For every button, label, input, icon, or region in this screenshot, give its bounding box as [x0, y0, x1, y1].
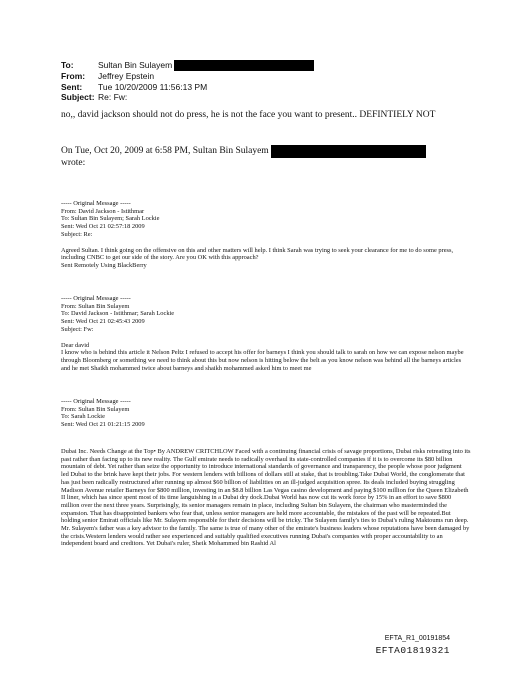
- original-message-1: [61, 200, 471, 270]
- email-header: [61, 60, 314, 103]
- message-subject: Subject: Fw:: [61, 325, 94, 333]
- message-sent: Sent: Wed Oct 21 01:21:15 2009: [61, 421, 145, 429]
- message-body: Agreed Sultan. I think going on the offensive on this and other matters will help. I think Sarah was trying to seek your clearance for me to do some press, including CNBC to get our side of the story. Are you OK with this approach?: [61, 246, 454, 262]
- from-row: [61, 71, 314, 82]
- bates-number-1: EFTA_R1_00191854: [384, 635, 450, 642]
- forwarded-article: [61, 448, 471, 548]
- subject-row: [61, 92, 314, 103]
- message-subject: Subject: Re:: [61, 230, 93, 238]
- redaction-bar: [271, 145, 426, 158]
- subject-label: Subject:: [61, 92, 95, 102]
- to-value: Sultan Bin Sulayem: [98, 60, 173, 71]
- sent-value: Tue 10/20/2009 11:56:13 PM: [98, 81, 208, 92]
- message-greeting: Dear david: [61, 341, 90, 349]
- message-signature: Sent Remotely Using BlackBerry: [61, 261, 147, 269]
- quote-line-2: wrote:: [61, 158, 86, 168]
- bates-number-2: EFTA01819321: [375, 645, 450, 656]
- message-to: To: Sarah Lockie: [61, 413, 105, 421]
- message-divider: ----- Original Message -----: [61, 295, 131, 302]
- message-divider: ----- Original Message -----: [61, 398, 131, 405]
- message-from: From: David Jackson - Istithmar: [61, 207, 145, 215]
- to-label: To:: [61, 60, 74, 70]
- from-value: Jeffrey Epstein: [98, 71, 155, 81]
- message-body: I know who is behind this article it Nelson Peltz I refused to accept his offer for barneys I think you should talk to sarah on how we can expose nelson maybe through Bloomberg or something we need to think about this but now nelson is hitting below the belt as you know nelson was behind all the barneys articles and he met Shaikh mohammed twice about barneys and shaikh mohammed asked him to meet me: [61, 349, 464, 372]
- message-sent: Sent: Wed Oct 21 02:45:43 2009: [61, 318, 145, 326]
- quote-line-1: On Tue, Oct 20, 2009 at 6:58 PM, Sultan Bin Sulayem: [61, 146, 269, 156]
- message-from: From: Sultan Bin Sulayem: [61, 405, 130, 413]
- sent-row: [61, 82, 314, 93]
- reply-text: no,, david jackson should not do press, he is not the face you want to present.. DEFINTIELY NOT: [61, 110, 436, 120]
- to-row: [61, 60, 314, 71]
- sent-label: Sent:: [61, 81, 83, 92]
- from-label: From:: [61, 71, 86, 81]
- message-to: To: Sultan Bin Sulayem; Sarah Lockie: [61, 215, 160, 223]
- message-divider: ----- Original Message -----: [61, 200, 131, 207]
- original-message-2: [61, 295, 471, 372]
- message-from: From: Sultan Bin Sulayem: [61, 302, 130, 310]
- article-text: Dubai Inc. Needs Change at the Top• By ANDREW CRITCHLOW Faced with a continuing financial crisis of savage proportions, Dubai risks retreating into its past rather than facing up to its new reality. The Gulf emirate needs to radically overhaul its state-controlled companies if it is to overcome its $80 billion mountain of debt. Yet rather than seize the opportunity to introduce international standards of governance and transparency, the people whose poor judgment led Dubai to the brink have kept their jobs. For western lenders with billions of dollars still at stake, that is troubling.Take Dubai World, the conglomerate that has just been radically restructured after running up almost $60 billion of liabilities on an ill-judged acquisition spree. Its deals included buying struggling Madison Avenue retailer Barneys for $800 million, investing in an $8.8 billion Las Vegas casino development and paying $100 million for the Queen Elizabeth II liner, which has since spent most of its time languishing in a Dubai dry dock.Dubai World has now cut its work force by 15% in an effort to save $800 million over the next three years. Surprisingly, its senior managers remain in place, including Sultan bin Sulayem, the chairman who masterminded the expansion. That has disappointed bankers who fear that, unless senior managers are held more accountable, the mistakes of the past will be repeated.But holding senior Emirati officials like Mr. Sulayem responsible for their decisions will be tricky. The Sulayem family's ties to Dubai's ruling Maktoums run deep. Mr. Sulayem's father was a key advisor to the family. The same is true of many other of the emirate's business leaders whose reputations have been damaged by the crisis.Western lenders would rather see experienced and suitably qualified executives running Dubai's companies with proper accountability to an independent board and creditors. Yet Dubai's ruler, Sheik Mohammed bin Rashid Al: [61, 448, 471, 548]
- message-to: To: David Jackson - Istithmar; Sarah Lockie: [61, 310, 175, 318]
- redaction-bar: [174, 60, 314, 71]
- quote-attribution: [61, 145, 456, 169]
- message-sent: Sent: Wed Oct 21 02:57:18 2009: [61, 223, 145, 231]
- original-message-3: [61, 398, 471, 429]
- subject-value: Re: Fw:: [98, 92, 128, 102]
